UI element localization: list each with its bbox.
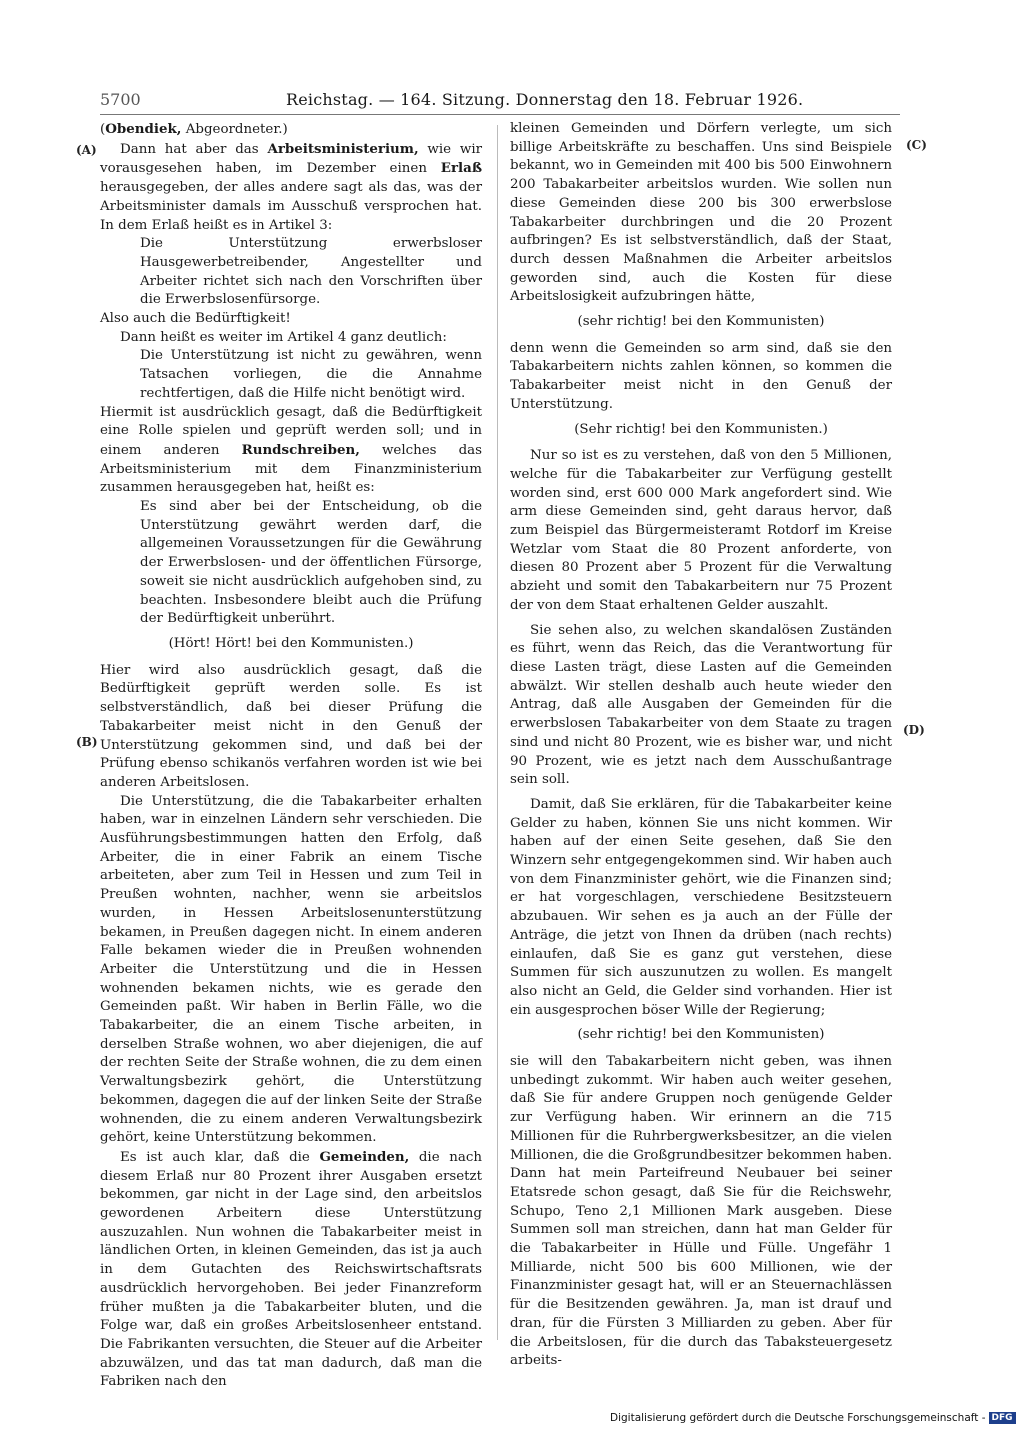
- paragraph: Dann hat aber das Arbeitsministerium, wie wir vorausgesehen haben, im Dezember einen Erlaß herausgegeben, der alles andere sagt als das, was der Arbeitsminister damals im Ausschuß versprochen hat. In dem Erlaß heißt es in Artikel 3:: [100, 140, 483, 233]
- paragraph: kleinen Gemeinden und Dörfern verlegte, um sich billige Arbeitskräfte zu beschaffen. Uns sind Beispiele bekannt, wo in Gemeinden mit 400 bis 500 Einwohnern 200 Tabakarbeiter arbeitslos wurden. Wie sollen nun diese Gemeinden diese 200 bis 300 erwerbslose Tabakarbeiter durchbringen und die 20 Prozent aufbringen? Es ist selbstverständlich, daß der Staat, durch dessen Maßnahmen die Arbeiter arbeitslos geworden sind, auch die Kosten für diese Arbeitslosigkeit aufzubringen hätte,: [510, 121, 892, 305]
- interjection: (Hört! Hört! bei den Kommunisten.): [168, 635, 414, 651]
- interjection: (Sehr richtig! bei den Kommunisten.): [574, 421, 828, 437]
- page-header: [100, 90, 930, 112]
- speaker-name: Obendiek,: [105, 121, 182, 137]
- block-quote: Die Unterstützung ist nicht zu gewähren, wenn Tatsachen vorliegen, die die Annahme rechtfertigen, daß die Hilfe nicht benötigt wird.: [140, 348, 482, 401]
- margin-mark-b: (B): [76, 735, 98, 749]
- paragraph: Sie sehen also, zu welchen skandalösen Zuständen es führt, wenn das Reich, das die Verantwortung für diese Lasten trägt, diese Lasten auf die Gemeinden abwälzt. Wir stellen deshalb auch heute wieder den Antrag, daß alle Ausgaben der Gemeinden für die erwerbslosen Tabakarbeiter von dem Staate zu tragen sind und nicht 80 Prozent, wie es bisher war, und nicht 90 Prozent, wie es jetzt nach dem Ausschußantrage sein soll.: [510, 622, 892, 788]
- dfg-logo-icon: DFG: [989, 1412, 1016, 1424]
- page-number: 5700: [100, 90, 141, 109]
- paragraph: sie will den Tabakarbeitern nicht geben, was ihnen unbedingt zukommt. Wir haben auch weiter gesehen, daß Sie für andere Gruppen noch genügende Gelder zur Verfügung haben. Wir erinnern an die 715 Millionen für die Ruhrbergwerksbesitzer, an die vielen Millionen, die die Großgrundbesitzer bekommen haben. Dann hat mein Parteifreund Neubauer bei seiner Etatsrede schon gesagt, daß Sie für die Reichswehr, Schupo, Teno 2,1 Millionen Mark ausgeben. Diese Summen soll man streichen, dann hat man Gelder für die Tabakarbeiter in Hülle und Fülle. Ungefähr 1 Milliarde, nicht 500 bis 600 Millionen, wie der Finanzminister gesagt hat, will er an Steuernachlässen für die Besitzenden gewähren. Ja, man ist drauf und dran, für die Fürsten 3 Milliarden zu geben. Aber für die Arbeitslosen, für die durch das Tabaksteuergesetz arbeits-: [510, 1054, 892, 1369]
- block-quote: Die Unterstützung erwerbsloser Hausgewerbetreibender, Angestellter und Arbeiter richtet sich nach den Vorschriften über die Erwerbslosenfürsorge.: [140, 236, 482, 308]
- interjection: (sehr richtig! bei den Kommunisten): [577, 314, 825, 330]
- right-column: [510, 120, 892, 1371]
- running-title: Reichstag. — 164. Sitzung. Donnerstag den 18. Februar 1926.: [286, 90, 804, 109]
- margin-mark-c: (C): [906, 138, 927, 152]
- digitization-credit: [610, 1412, 1016, 1424]
- speaker-attribution: (Obendiek, Abgeordneter.): [100, 121, 288, 137]
- column-divider: [497, 125, 498, 1340]
- paragraph: Die Unterstützung, die die Tabakarbeiter erhalten haben, war in einzelnen Ländern sehr verschieden. Die Ausführungsbestimmungen hatten den Erfolg, daß Arbeiter, die in einer Fabrik an einem Tische arbeiteten, aber zum Teil in Hessen und zum Teil in Preußen wohnten, nachher, wenn sie arbeitslos wurden, in Hessen Arbeitslosenunterstützung bekamen, in Preußen dagegen nicht. In einem anderen Falle bekamen wieder die in Preußen wohnenden Arbeiter die Unterstützung und die in Hessen wohnenden bekamen nichts, wie es gerade den Gemeinden paßt. Wir haben in Berlin Fälle, wo die Tabakarbeiter, die an einem Tische arbeiten, in derselben Straße wohnen, wo aber diejenigen, die auf der rechten Seite der Straße wohnen, die zu dem einen Verwaltungsbezirk gehört, die Unterstützung bekommen, dagegen die auf der linken Seite der Straße wohnenden, die zu einem anderen Verwaltungsbezirk gehört, keine Unterstützung bekommen.: [100, 793, 482, 1146]
- margin-mark-d: (D): [903, 723, 925, 737]
- left-column: [100, 120, 482, 1392]
- paragraph: Also auch die Bedürftigkeit!: [100, 311, 291, 327]
- interjection: (sehr richtig! bei den Kommunisten): [577, 1027, 825, 1043]
- speaker-role: Abgeordneter.): [185, 122, 288, 137]
- paragraph: Dann heißt es weiter im Artikel 4 ganz deutlich:: [120, 329, 447, 345]
- paragraph: Es ist auch klar, daß die Gemeinden, die nach diesem Erlaß nur 80 Prozent ihrer Ausgaben ersetzt bekommen, gar nicht in der Lage sind, den arbeitslos gewordenen Arbeitern diese Unterstützung auszuzahlen. Nun wohnen die Tabakarbeiter meist in ländlichen Orten, in kleinen Gemeinden, das ist ja auch in dem Gutachten des Reichswirtschaftsrats ausdrücklich hervorgehoben. Bei jeder Finanzreform früher mußten ja die Tabakarbeiter bluten, und die Folge war, daß ein großes Arbeitslosenheer entstand. Die Fabrikanten versuchten, die Steuer auf die Arbeiter abzuwälzen, und das tat man dadurch, daß man die Fabriken nach den: [100, 1148, 482, 1390]
- header-rule: [100, 114, 900, 115]
- paragraph: Nur so ist es zu verstehen, daß von den 5 Millionen, welche für die Tabakarbeiter zur Verfügung gestellt worden sind, erst 600 000 Mark angefordert sind. Wie arm diese Gemeinden sind, geht daraus hervor, daß zum Beispiel das Bürgermeisteramt Rotdorf im Kreise Wetzlar vom Staat die 80 Prozent anforderte, von diesen 80 Prozent aber 5 Prozent für die Verwaltung abzieht und somit den Tabakarbeitern nur 75 Prozent der von dem Staat erhaltenen Gelder auszahlt.: [510, 448, 892, 613]
- margin-mark-a: (A): [76, 143, 97, 157]
- paragraph: Damit, daß Sie erklären, für die Tabakarbeiter keine Gelder zu haben, können Sie uns nicht kommen. Wir haben auf der einen Seite gesehen, daß Sie den Winzern sehr entgegengekommen sind. Wir haben auch von dem Finanzminister gehört, wie die Finanzen sind; er hat vorgeschlagen, verschiedene Besitzsteuern abzubauen. Wir sehen es ja auch an der Fülle der Anträge, die jetzt von Ihnen da drüben (nach rechts) einlaufen, daß Sie es ganz gut verstehen, diese Summen für sich auszunutzen zu wollen. Es mangelt also nicht an Geld, die Gelder sind vorhanden. Hier ist ein ausgesprochen böser Wille der Regierung;: [510, 796, 892, 1018]
- paragraph: Hiermit ist ausdrücklich gesagt, daß die Bedürftigkeit eine Rolle spielen und geprüft werden soll; und in einem anderen Rundschreiben, welches das Arbeitsministerium mit dem Finanzministerium zusammen herausgegeben hat, heißt es:: [100, 404, 482, 496]
- paragraph: Hier wird also ausdrücklich gesagt, daß die Bedürftigkeit geprüft werden solle. Es ist selbstverständlich, daß bei dieser Prüfung die Tabakarbeiter meist nicht in den Genuß der Unterstützung gekommen sind, und daß bei der Prüfung ebenso schikanös verfahren worden ist wie bei anderen Arbeitslosen.: [100, 662, 482, 790]
- paragraph: denn wenn die Gemeinden so arm sind, daß sie den Tabakarbeitern nichts zahlen können, so kommen die Tabakarbeiter meist nicht in den Genuß der Unterstützung.: [510, 340, 892, 412]
- block-quote: Es sind aber bei der Entscheidung, ob die Unterstützung gewährt werden darf, die allgemeinen Voraussetzungen für die Gewährung der Erwerbslosen- und der öffentlichen Fürsorge, soweit sie nicht ausdrücklich aufgehoben sind, zu beachten. Insbesondere bleibt auch die Prüfung der Bedürftigkeit unberührt.: [140, 499, 482, 627]
- credit-text: Digitalisierung gefördert durch die Deutsche Forschungsgemeinschaft -: [610, 1412, 986, 1424]
